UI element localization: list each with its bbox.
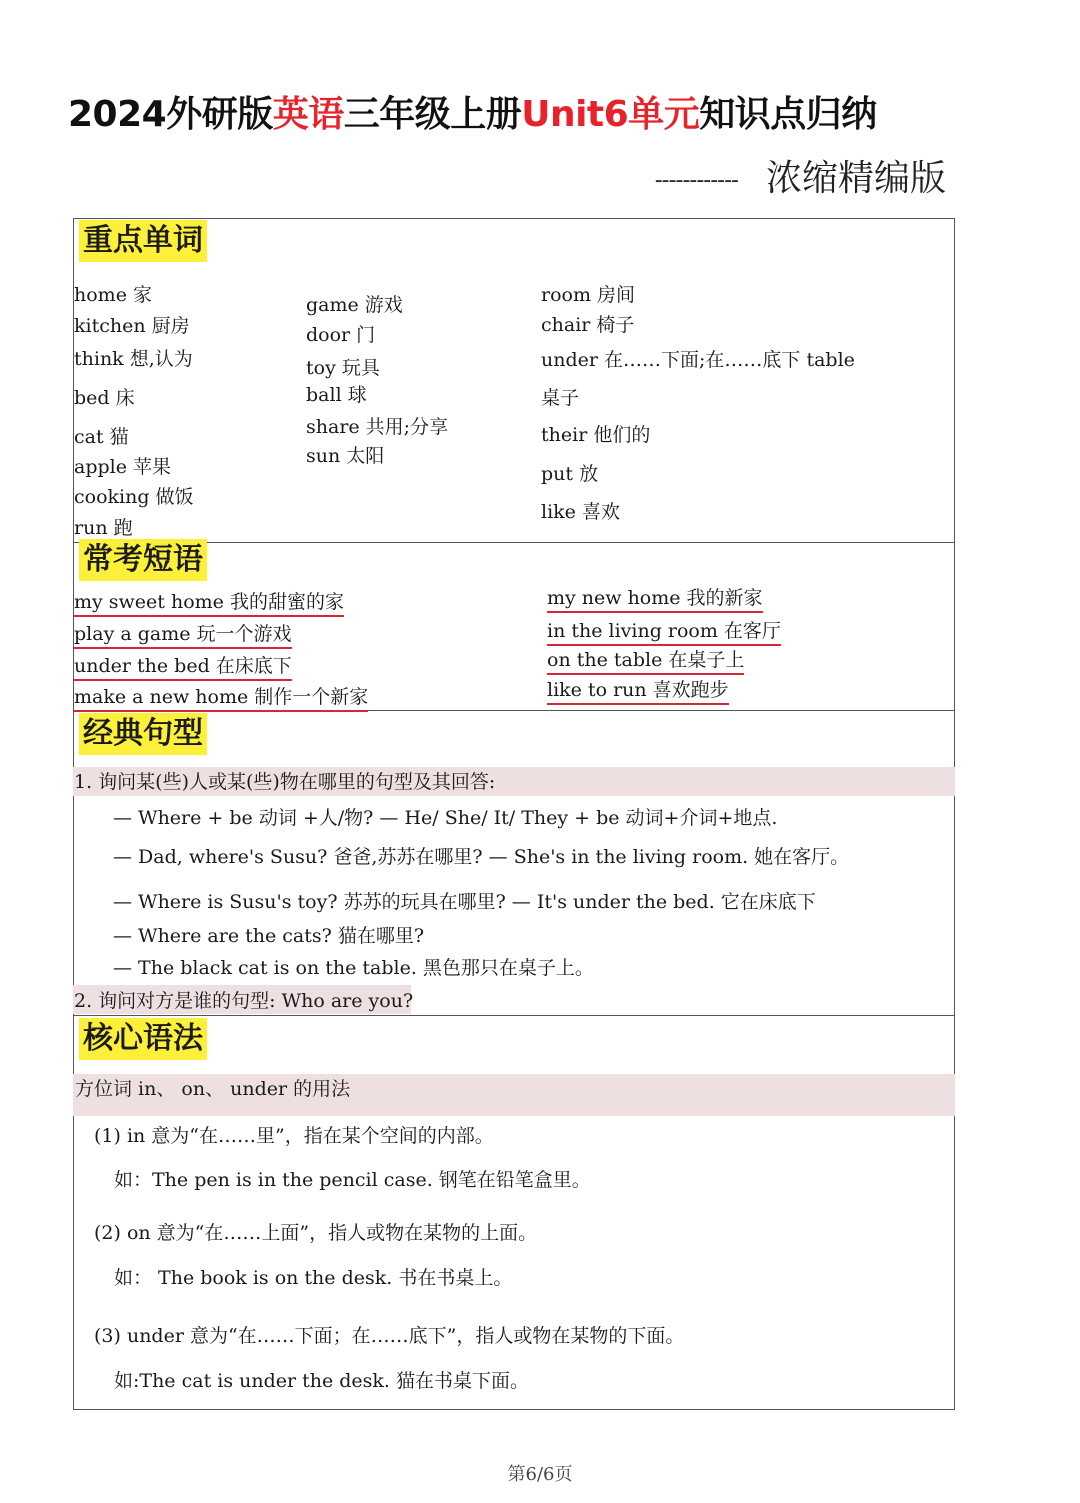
sentence-line: — Where is Susu's toy? 苏苏的玩具在哪里? — It's under the bed. 它在床底下 [113,891,816,913]
vocab-word: game 游戏 [306,294,403,316]
section-divider [73,1015,955,1016]
sentence-type-2: 2. 询问对方是谁的句型: Who are you? [74,990,414,1012]
vocab-word: chair 椅子 [541,314,635,336]
vocab-word: ball 球 [306,384,367,406]
vocab-word: run 跑 [74,517,133,539]
phrase-item: under the bed 在床底下 [74,654,292,681]
title-part-year: 2024外研版 [68,94,273,135]
vocab-word: bed 床 [74,387,135,409]
phrase-item: in the living room 在客厅 [547,619,781,646]
sentence-line: — Where are the cats? 猫在哪里? [113,925,425,947]
grammar-example: 如： The book is on the desk. 书在书桌上。 [114,1267,513,1289]
vocab-word: cat 猫 [74,426,129,448]
sentence-line: — Where + be 动词 +人/物? — He/ She/ It/ They + be 动词+介词+地点. [113,807,778,829]
sentence-line: — Dad, where's Susu? 爸爸,苏苏在哪里? — She's in the living room. 她在客厅。 [113,846,850,868]
phrase-item: my sweet home 我的甜蜜的家 [74,590,344,617]
grammar-rule: (3) under 意为“在……下面；在……底下”，指人或物在某物的下面。 [94,1325,685,1347]
phrase-item: make a new home 制作一个新家 [74,685,368,712]
vocab-word: put 放 [541,463,599,485]
vocab-heading: 重点单词 [79,220,207,262]
subtitle-text: 浓缩精编版 [765,158,946,199]
vocab-word: 桌子 [541,387,580,409]
sentence-type-1: 1. 询问某(些)人或某(些)物在哪里的句型及其回答: [74,771,496,793]
title-part-subject: 英语 [272,94,344,135]
vocab-word: apple 苹果 [74,456,172,478]
grammar-band-text: 方位词 in、 on、 under 的用法 [75,1078,351,1100]
grammar-heading: 核心语法 [79,1018,207,1060]
grammar-rule: (2) on 意为“在……上面”，指人或物在某物的上面。 [94,1222,538,1244]
vocab-word: door 门 [306,324,376,346]
subtitle-dashes: ------------ [654,167,738,193]
phrase-item: my new home 我的新家 [547,586,763,613]
vocab-word: toy 玩具 [306,357,380,379]
vocab-word: sun 太阳 [306,445,385,467]
sentences-heading: 经典句型 [79,713,207,755]
vocab-word: like 喜欢 [541,501,620,523]
phrase-item: like to run 喜欢跑步 [547,678,729,705]
vocab-word: think 想,认为 [74,348,193,370]
sentence-line: — The black cat is on the table. 黑色那只在桌子上。 [113,957,594,979]
grammar-rule: (1) in 意为“在……里”，指在某个空间的内部。 [94,1125,494,1147]
title-part-unit: Unit6单元 [521,94,700,135]
title-part-grade: 三年级上册 [343,94,522,135]
vocab-word: cooking 做饭 [74,486,194,508]
page-subtitle [655,150,946,201]
vocab-word: under 在……下面;在……底下 table [541,349,855,371]
vocab-word: home 家 [74,284,152,306]
grammar-example: 如：The pen is in the pencil case. 钢笔在铅笔盒里。 [114,1169,591,1191]
title-part-topic: 知识点归纳 [699,94,877,135]
vocab-word: their 他们的 [541,424,651,446]
page-title [68,86,877,137]
phrases-heading: 常考短语 [79,539,207,581]
vocab-word: share 共用;分享 [306,416,449,438]
phrase-item: on the table 在桌子上 [547,648,744,675]
grammar-example: 如:The cat is under the desk. 猫在书桌下面。 [114,1370,530,1392]
page-number: 第6/6页 [507,1464,573,1485]
vocab-word: kitchen 厨房 [74,315,190,337]
phrase-item: play a game 玩一个游戏 [74,622,292,649]
vocab-word: room 房间 [541,284,636,306]
